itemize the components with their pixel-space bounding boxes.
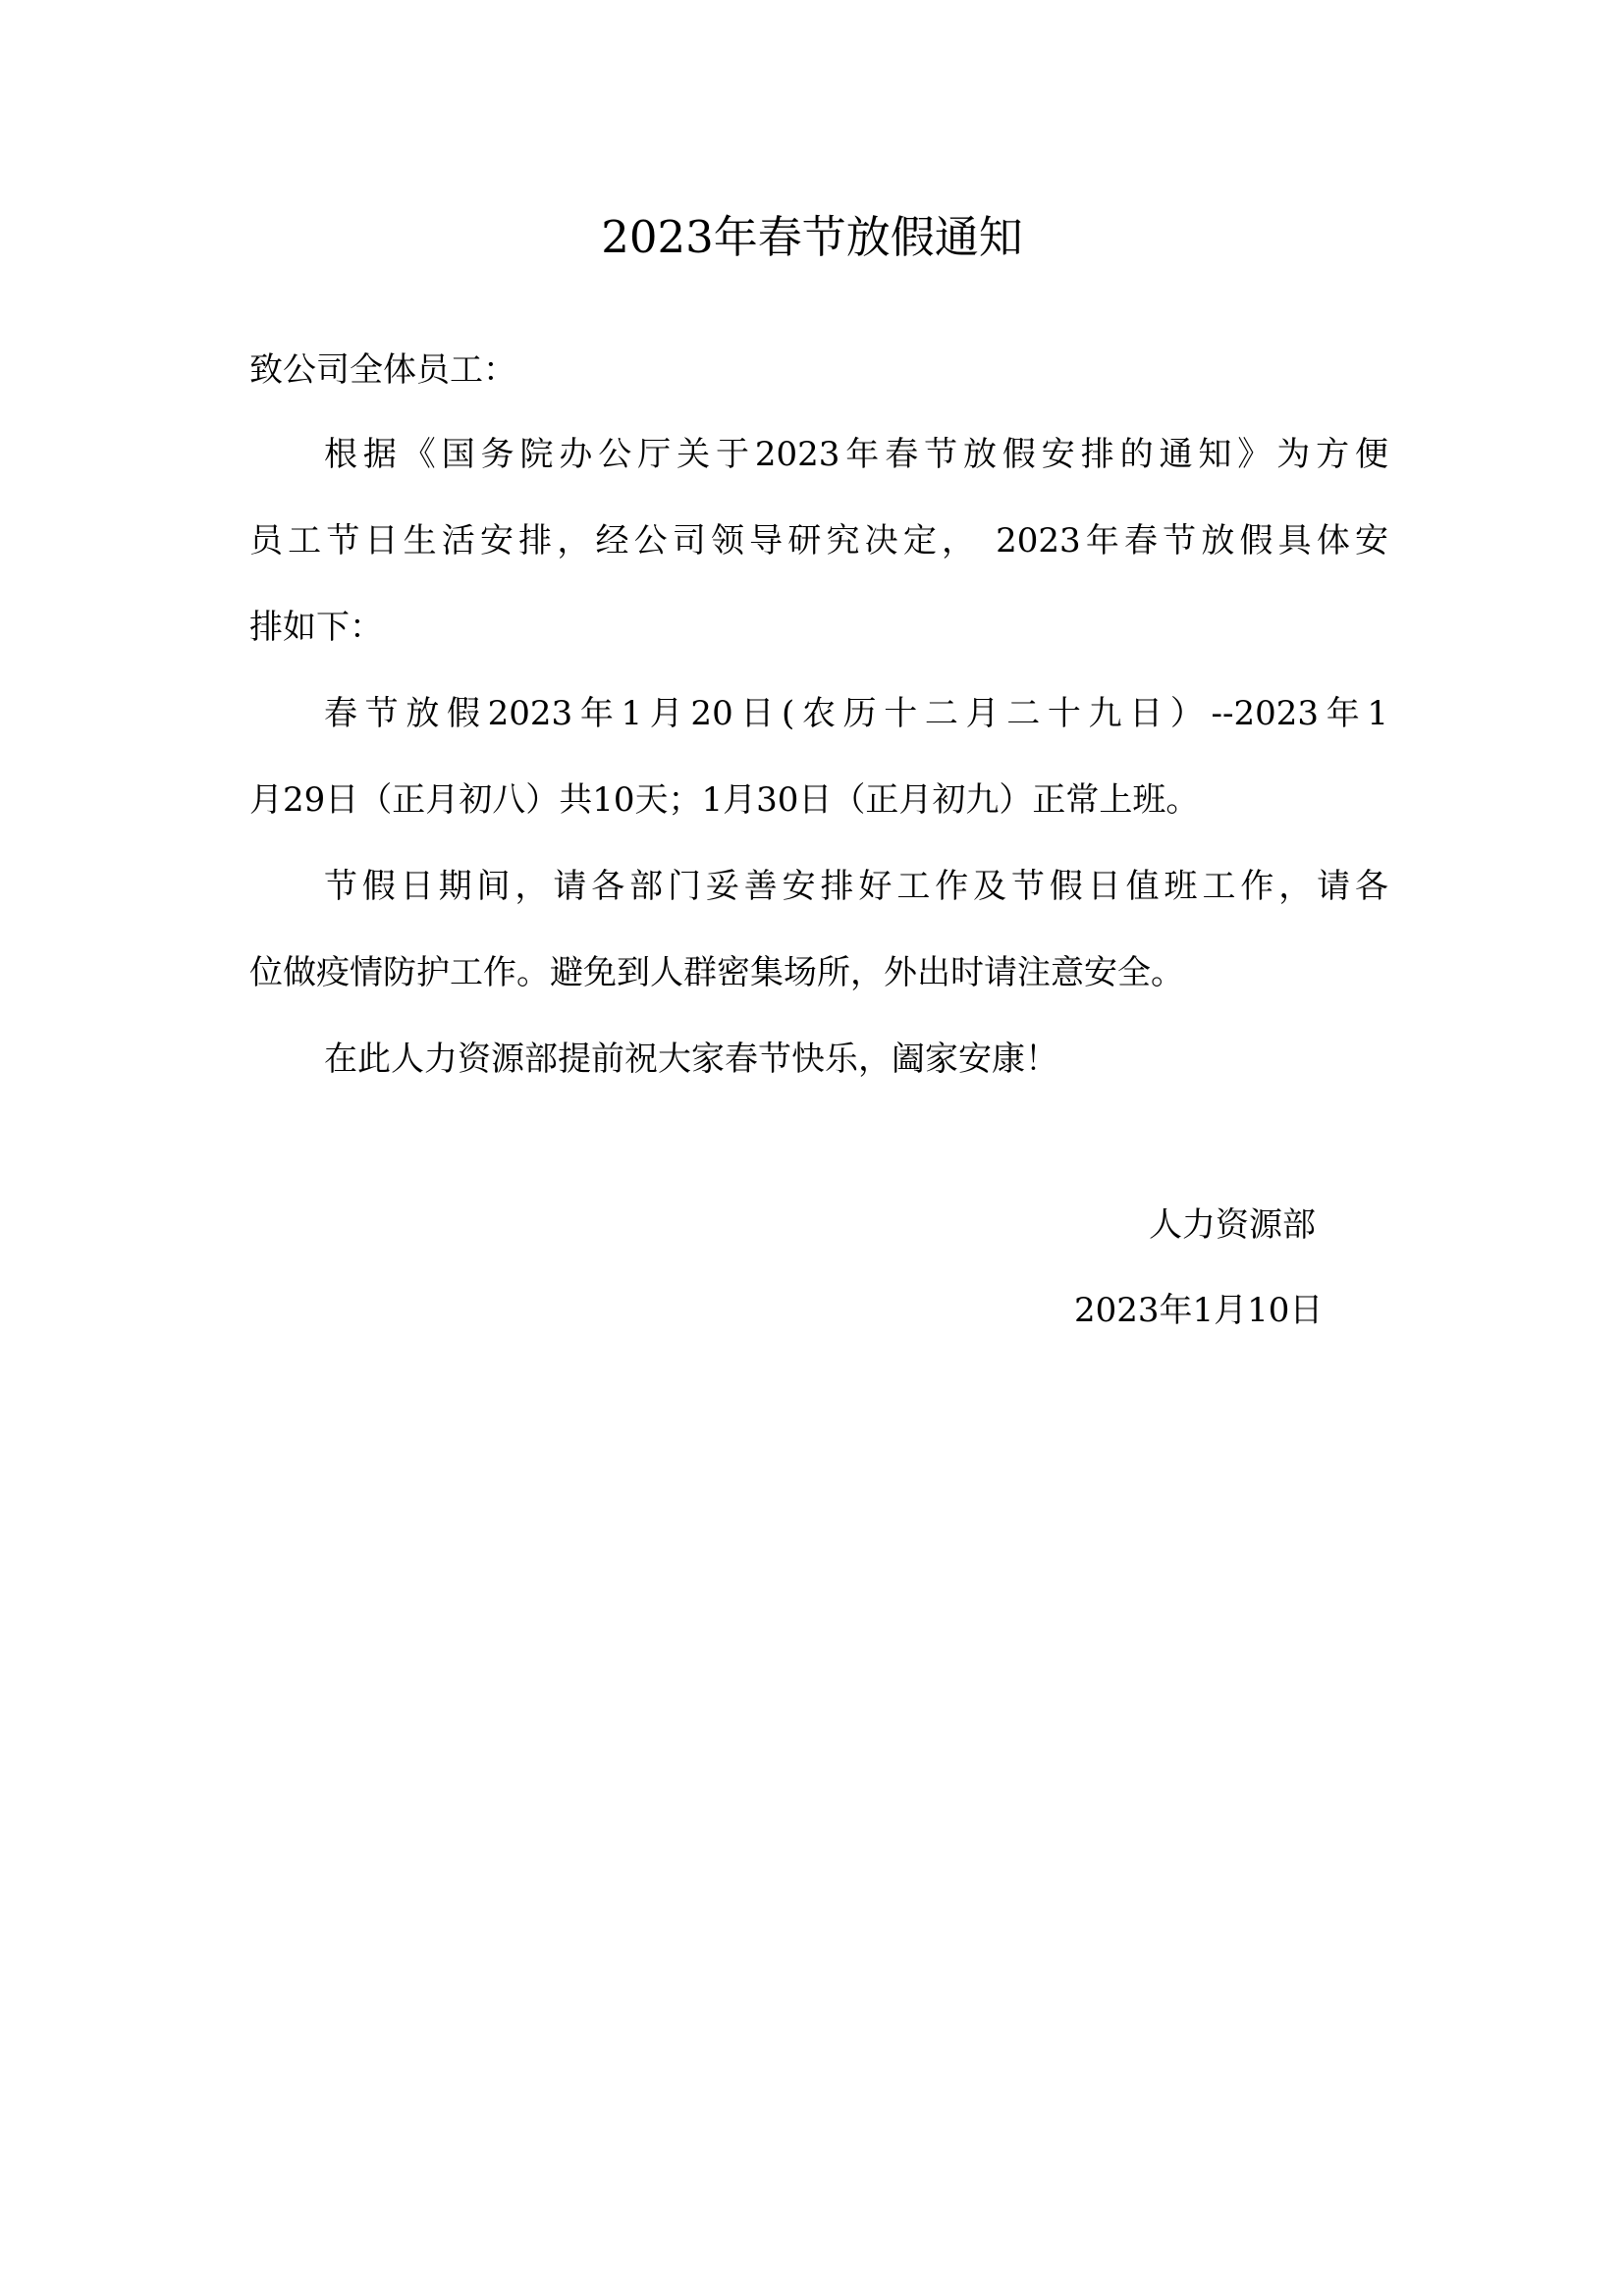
document-title: 2023年春节放假通知 bbox=[601, 211, 1023, 263]
paragraph-3-line-1: 节假日期间，请各部门妥善安排好工作及节假日值班工作，请各 bbox=[324, 867, 1388, 906]
paragraph-2-line-2: 月29日（正月初八）共10天；1月30日（正月初九）正常上班。 bbox=[249, 780, 1200, 820]
signature-date: 2023年1月10日 bbox=[1074, 1291, 1324, 1330]
paragraph-1-line-1: 根据《国务院办公厅关于2023年春节放假安排的通知》为方便 bbox=[324, 435, 1388, 474]
paragraph-1-line-3: 排如下： bbox=[249, 608, 383, 647]
paragraph-4-line-1: 在此人力资源部提前祝大家春节快乐，阖家安康！ bbox=[324, 1040, 1058, 1079]
signature-department: 人力资源部 bbox=[1149, 1205, 1316, 1245]
salutation: 致公司全体员工： bbox=[249, 350, 516, 390]
paragraph-3-line-2: 位做疫情防护工作。避免到人群密集场所，外出时请注意安全。 bbox=[249, 953, 1184, 992]
paragraph-2-line-1: 春节放假2023年1月20日(农历十二月二十九日）--2023年1 bbox=[324, 694, 1388, 733]
paragraph-1-line-2: 员工节日生活安排，经公司领导研究决定， 2023年春节放假具体安 bbox=[249, 521, 1388, 561]
